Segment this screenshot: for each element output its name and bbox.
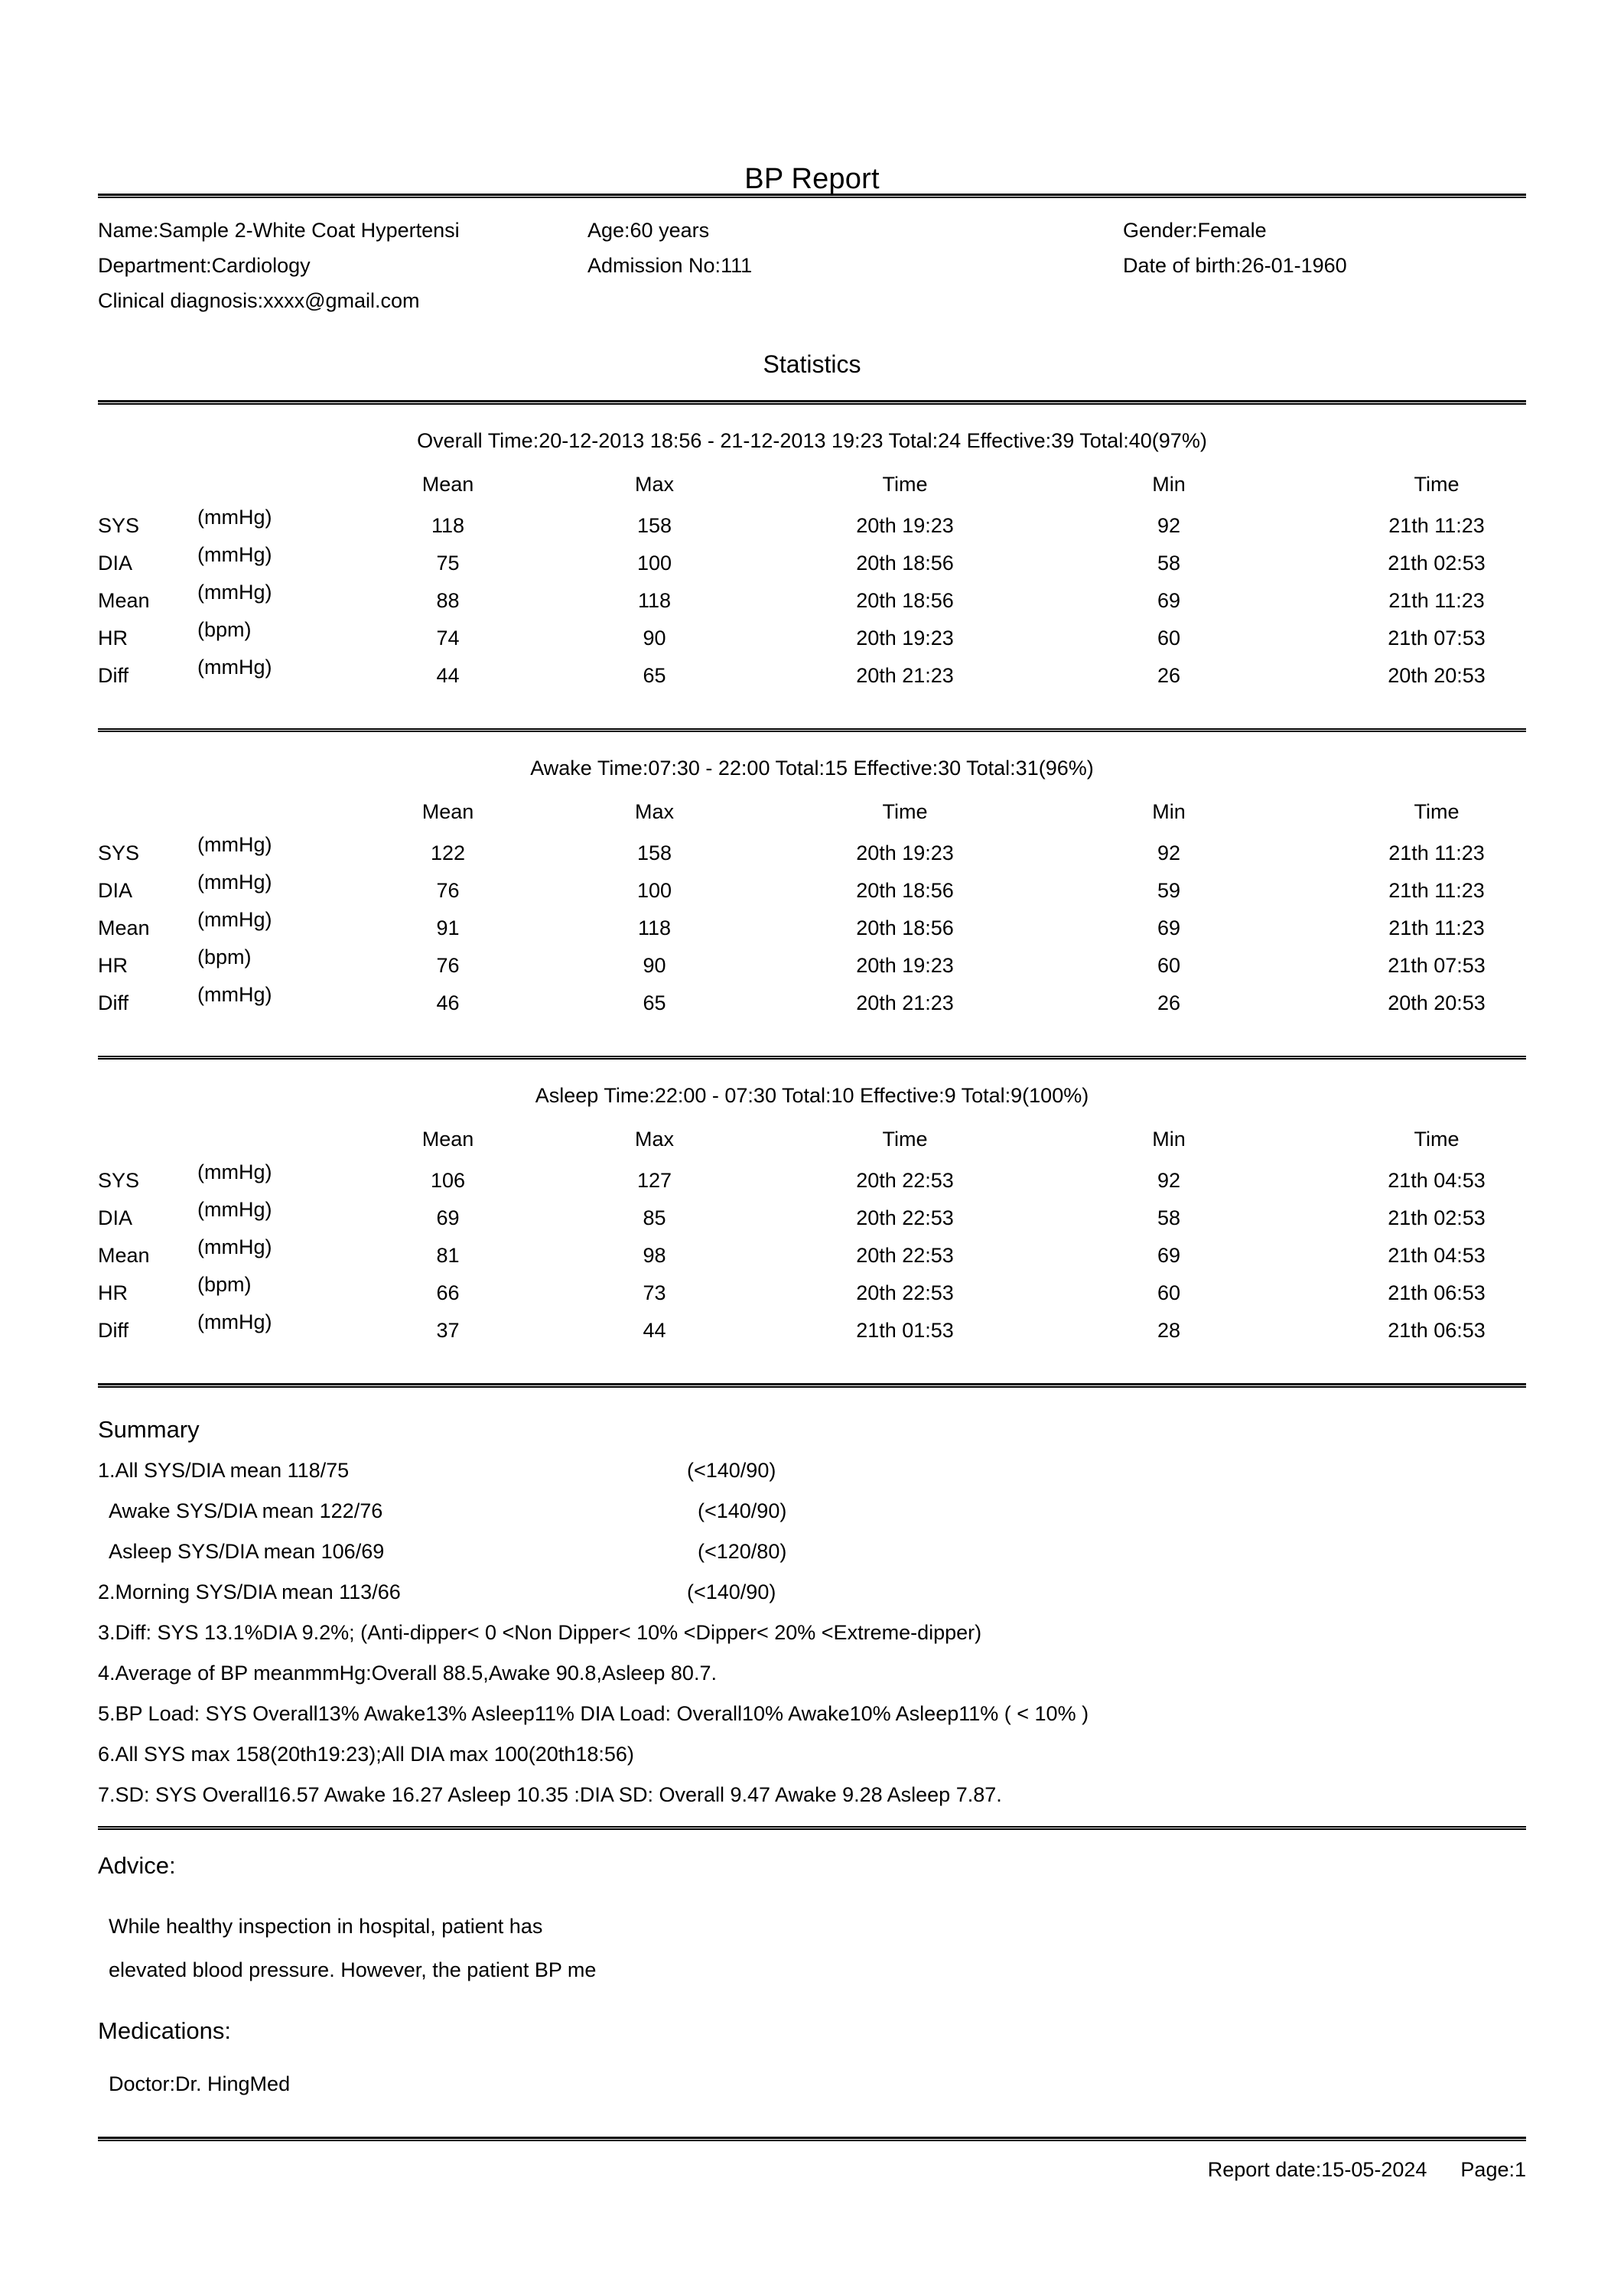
- cell-max: 118: [637, 916, 672, 939]
- row-unit-text: (mmHg): [197, 656, 272, 679]
- row-label: Diff: [98, 664, 129, 687]
- summary-line: [98, 1532, 1526, 1572]
- summary-line-reference: (<140/90): [698, 1499, 787, 1522]
- cell-max: 65: [643, 991, 666, 1014]
- table-row: [98, 1162, 1590, 1200]
- col-blank-label: [98, 800, 197, 835]
- row-unit: [197, 582, 343, 620]
- row-unit: [197, 1162, 343, 1200]
- patient-age: Age:60 years: [587, 219, 710, 242]
- row-label: SYS: [98, 842, 140, 864]
- row-unit: [197, 620, 343, 657]
- cell-min-time: 21th 04:53: [1388, 1169, 1486, 1192]
- row-label: SYS: [98, 1169, 140, 1192]
- summary-line-reference: (<120/80): [698, 1540, 787, 1563]
- cell-min: 28: [1157, 1319, 1181, 1342]
- advice-line: elevated blood pressure. However, the patient BP me: [109, 1958, 597, 1981]
- statistics-table-asleep: [98, 1128, 1590, 1349]
- col-blank-unit: [197, 473, 343, 507]
- cell-mean: 75: [436, 552, 460, 575]
- row-unit-text: (mmHg): [197, 871, 272, 894]
- col-header-max-time: Time: [882, 800, 928, 823]
- cell-max-time: 20th 19:23: [856, 627, 954, 649]
- page-title: BP Report: [744, 163, 880, 195]
- doctor-name: Doctor:Dr. HingMed: [109, 2072, 291, 2095]
- cell-mean: 106: [430, 1169, 466, 1192]
- summary-section: [98, 1388, 1526, 1815]
- col-header-min-time: Time: [1414, 800, 1460, 823]
- col-header-min: Min: [1152, 1128, 1186, 1151]
- cell-mean: 46: [436, 991, 460, 1014]
- summary-line: [98, 1450, 1526, 1491]
- row-unit-text: (mmHg): [197, 506, 272, 529]
- summary-line: 4.Average of BP meanmmHg:Overall 88.5,Awake 90.8,Asleep 80.7.: [98, 1662, 717, 1685]
- patient-department: Department:Cardiology: [98, 254, 311, 277]
- cell-max: 98: [643, 1244, 666, 1267]
- cell-max-time: 20th 22:53: [856, 1281, 954, 1304]
- cell-mean: 118: [431, 514, 465, 537]
- row-unit-text: (mmHg): [197, 581, 272, 604]
- table-row: [98, 620, 1590, 657]
- summary-line: 7.SD: SYS Overall16.57 Awake 16.27 Asleep 10.35 :DIA SD: Overall 9.47 Awake 9.28 Asleep 7.87.: [98, 1783, 1002, 1806]
- table-row: [98, 1274, 1590, 1312]
- col-header-max: Max: [634, 473, 674, 496]
- cell-min: 59: [1157, 879, 1181, 902]
- cell-mean: 122: [430, 842, 466, 864]
- cell-max: 158: [636, 514, 672, 537]
- cell-max-time: 20th 22:53: [856, 1169, 954, 1192]
- cell-min-time: 21th 11:23: [1388, 514, 1485, 537]
- row-label: Diff: [98, 1319, 129, 1342]
- cell-mean: 88: [436, 589, 460, 612]
- cell-max-time: 20th 18:56: [856, 552, 954, 575]
- row-label: HR: [98, 1281, 128, 1304]
- cell-min: 60: [1157, 627, 1181, 649]
- row-label: HR: [98, 627, 128, 649]
- cell-max: 100: [636, 879, 672, 902]
- cell-max-time: 20th 18:56: [856, 589, 954, 612]
- footer: [98, 2141, 1526, 2182]
- cell-min: 58: [1157, 1206, 1181, 1229]
- cell-max-time: 20th 22:53: [856, 1244, 954, 1267]
- advice-section: [98, 1830, 1526, 1992]
- summary-line: [98, 1572, 1526, 1613]
- cell-max-time: 21th 01:53: [856, 1319, 954, 1342]
- cell-min-time: 21th 06:53: [1388, 1281, 1486, 1304]
- cell-mean: 76: [436, 954, 460, 977]
- summary-line: [98, 1491, 1526, 1532]
- medications-section: [98, 1992, 1526, 2106]
- cell-mean: 69: [436, 1206, 460, 1229]
- medications-heading: Medications:: [98, 2017, 232, 2044]
- summary-line-text: 2.Morning SYS/DIA mean 113/66: [98, 1580, 401, 1603]
- cell-min: 92: [1157, 842, 1181, 864]
- section-header-awake: Awake Time:07:30 - 22:00 Total:15 Effective:30 Total:31(96%): [530, 757, 1094, 780]
- cell-mean: 81: [436, 1244, 460, 1267]
- row-unit: [197, 545, 343, 582]
- col-header-mean: Mean: [421, 1128, 474, 1151]
- row-label: Mean: [98, 589, 150, 612]
- table-row: [98, 1312, 1590, 1349]
- cell-min: 69: [1157, 589, 1181, 612]
- page-number: Page:1: [1460, 2158, 1526, 2181]
- row-unit: [197, 1200, 343, 1237]
- patient-date-of-birth: Date of birth:26-01-1960: [1123, 254, 1347, 277]
- col-header-max: Max: [634, 1128, 674, 1151]
- cell-min: 92: [1157, 514, 1181, 537]
- patient-clinical-diagnosis: Clinical diagnosis:xxxx@gmail.com: [98, 289, 420, 312]
- cell-min: 60: [1157, 1281, 1181, 1304]
- cell-min-time: 21th 02:53: [1388, 1206, 1486, 1229]
- row-label: DIA: [98, 552, 133, 575]
- row-label: DIA: [98, 1206, 133, 1229]
- table-row: [98, 545, 1590, 582]
- cell-max-time: 20th 21:23: [856, 664, 954, 687]
- table-row: [98, 947, 1590, 985]
- table-row: [98, 910, 1590, 947]
- table-row: [98, 872, 1590, 910]
- cell-max-time: 20th 19:23: [856, 842, 954, 864]
- table-row: [98, 1237, 1590, 1274]
- col-header-max-time: Time: [882, 1128, 928, 1151]
- cell-min: 26: [1157, 664, 1181, 687]
- row-unit-text: (bpm): [197, 1273, 252, 1296]
- cell-max-time: 20th 22:53: [856, 1206, 954, 1229]
- col-header-min-time: Time: [1414, 473, 1460, 496]
- row-unit: [197, 1237, 343, 1274]
- row-unit: [197, 1312, 343, 1349]
- summary-line: 6.All SYS max 158(20th19:23);All DIA max 100(20th18:56): [98, 1743, 634, 1766]
- cell-max: 118: [637, 589, 672, 612]
- cell-max: 65: [643, 664, 666, 687]
- cell-max: 127: [636, 1169, 672, 1192]
- cell-min-time: 21th 02:53: [1388, 552, 1486, 575]
- table-row: [98, 835, 1590, 872]
- row-unit: [197, 1274, 343, 1312]
- table-row: [98, 582, 1590, 620]
- cell-max: 90: [643, 954, 666, 977]
- table-row: [98, 1200, 1590, 1237]
- row-unit: [197, 947, 343, 985]
- cell-max: 158: [636, 842, 672, 864]
- patient-info-row: [98, 213, 1526, 248]
- cell-max-time: 20th 21:23: [856, 991, 954, 1014]
- cell-min: 58: [1157, 552, 1181, 575]
- summary-line: 5.BP Load: SYS Overall13% Awake13% Asleep11% DIA Load: Overall10% Awake10% Asleep11% ( < 10% ): [98, 1702, 1089, 1725]
- cell-max-time: 20th 18:56: [856, 879, 954, 902]
- cell-min: 92: [1157, 1169, 1181, 1192]
- row-unit: [197, 657, 343, 695]
- cell-min-time: 21th 04:53: [1388, 1244, 1486, 1267]
- cell-max: 44: [643, 1319, 666, 1342]
- col-header-max: Max: [634, 800, 674, 823]
- col-header-mean: Mean: [421, 473, 474, 496]
- row-label: HR: [98, 954, 128, 977]
- row-label: Diff: [98, 991, 129, 1014]
- row-label: SYS: [98, 514, 140, 537]
- cell-min-time: 21th 11:23: [1388, 589, 1485, 612]
- table-row: [98, 507, 1590, 545]
- cell-min-time: 21th 07:53: [1388, 627, 1486, 649]
- row-unit-text: (mmHg): [197, 983, 272, 1006]
- cell-max-time: 20th 19:23: [856, 954, 954, 977]
- col-header-max-time: Time: [882, 473, 928, 496]
- row-unit: [197, 910, 343, 947]
- patient-name: Name:Sample 2-White Coat Hypertensi: [98, 219, 460, 242]
- table-row: [98, 657, 1590, 695]
- patient-info-row: [98, 283, 1526, 318]
- statistics-heading: Statistics: [763, 350, 861, 378]
- table-header-row: [98, 800, 1590, 835]
- row-unit-text: (bpm): [197, 618, 252, 641]
- col-blank-unit: [197, 800, 343, 835]
- row-unit-text: (mmHg): [197, 1235, 272, 1258]
- cell-min-time: 21th 06:53: [1388, 1319, 1486, 1342]
- cell-max: 90: [643, 627, 666, 649]
- cell-mean: 74: [436, 627, 460, 649]
- row-label: Mean: [98, 916, 150, 939]
- row-label: DIA: [98, 879, 133, 902]
- table-header-row: [98, 1128, 1590, 1162]
- summary-line-text: Asleep SYS/DIA mean 106/69: [109, 1540, 385, 1563]
- patient-info: [98, 198, 1526, 318]
- cell-min-time: 20th 20:53: [1388, 991, 1486, 1014]
- summary-heading: Summary: [98, 1416, 200, 1443]
- row-unit: [197, 872, 343, 910]
- patient-gender: Gender:Female: [1123, 219, 1267, 242]
- col-header-min: Min: [1152, 800, 1186, 823]
- patient-admission-no: Admission No:111: [587, 254, 753, 277]
- col-header-min: Min: [1152, 473, 1186, 496]
- row-unit-text: (mmHg): [197, 1310, 272, 1333]
- statistics-table-overall: [98, 473, 1590, 695]
- advice-heading: Advice:: [98, 1852, 176, 1879]
- report-date: Report date:15-05-2024: [1207, 2158, 1427, 2181]
- col-blank-label: [98, 1128, 197, 1162]
- row-unit-text: (mmHg): [197, 1198, 272, 1221]
- cell-min-time: 21th 11:23: [1388, 916, 1485, 939]
- cell-mean: 76: [436, 879, 460, 902]
- summary-line-text: Awake SYS/DIA mean 122/76: [109, 1499, 383, 1522]
- cell-min: 26: [1157, 991, 1181, 1014]
- cell-mean: 37: [436, 1319, 460, 1342]
- cell-max: 73: [643, 1281, 666, 1304]
- col-blank-unit: [197, 1128, 343, 1162]
- cell-max: 85: [643, 1206, 666, 1229]
- table-header-row: [98, 473, 1590, 507]
- col-header-min-time: Time: [1414, 1128, 1460, 1151]
- section-header-overall: Overall Time:20-12-2013 18:56 - 21-12-2013 19:23 Total:24 Effective:39 Total:40(97%): [417, 429, 1207, 452]
- cell-min: 60: [1157, 954, 1181, 977]
- table-row: [98, 985, 1590, 1022]
- row-unit: [197, 507, 343, 545]
- row-unit-text: (mmHg): [197, 908, 272, 931]
- cell-min-time: 20th 20:53: [1388, 664, 1486, 687]
- summary-line-text: 1.All SYS/DIA mean 118/75: [98, 1459, 350, 1482]
- row-unit-text: (bpm): [197, 946, 252, 968]
- cell-min: 69: [1157, 1244, 1181, 1267]
- patient-info-row: [98, 248, 1526, 283]
- cell-min-time: 21th 11:23: [1388, 842, 1485, 864]
- cell-mean: 66: [436, 1281, 460, 1304]
- col-header-mean: Mean: [421, 800, 474, 823]
- row-unit-text: (mmHg): [197, 833, 272, 856]
- cell-mean: 44: [436, 664, 460, 687]
- advice-line: While healthy inspection in hospital, patient has: [109, 1915, 543, 1938]
- summary-line: 3.Diff: SYS 13.1%DIA 9.2%; (Anti-dipper< 0 <Non Dipper< 10% <Dipper< 20% <Extreme-dipper): [98, 1621, 982, 1644]
- row-unit-text: (mmHg): [197, 543, 272, 566]
- summary-line-reference: (<140/90): [687, 1459, 776, 1482]
- summary-line-reference: (<140/90): [687, 1580, 776, 1603]
- row-unit: [197, 835, 343, 872]
- row-unit: [197, 985, 343, 1022]
- statistics-table-awake: [98, 800, 1590, 1022]
- cell-min-time: 21th 07:53: [1388, 954, 1486, 977]
- col-blank-label: [98, 473, 197, 507]
- row-unit-text: (mmHg): [197, 1161, 272, 1183]
- cell-min-time: 21th 11:23: [1388, 879, 1485, 902]
- row-label: Mean: [98, 1244, 150, 1267]
- cell-min: 69: [1157, 916, 1181, 939]
- section-header-asleep: Asleep Time:22:00 - 07:30 Total:10 Effective:9 Total:9(100%): [535, 1084, 1089, 1107]
- cell-mean: 91: [436, 916, 460, 939]
- cell-max: 100: [636, 552, 672, 575]
- cell-max-time: 20th 19:23: [856, 514, 954, 537]
- cell-max-time: 20th 18:56: [856, 916, 954, 939]
